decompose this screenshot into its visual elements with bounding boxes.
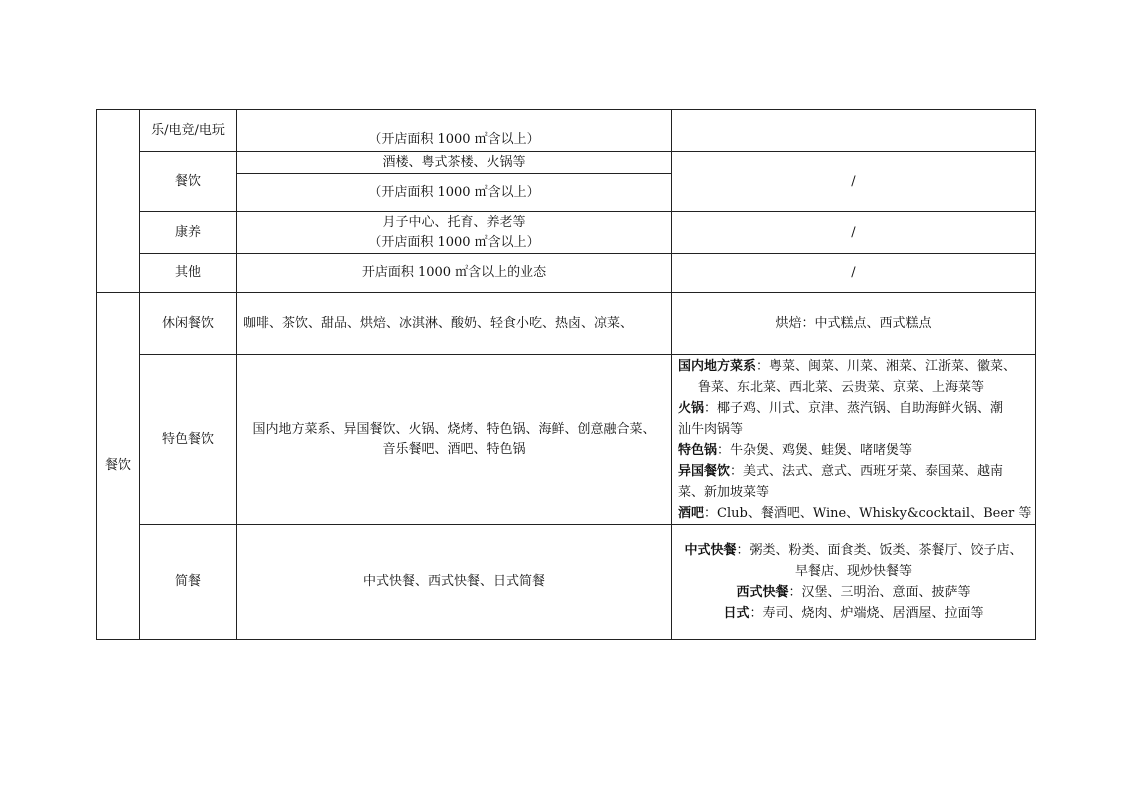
detail-text: 汕牛肉锅等	[678, 421, 744, 437]
table-row	[97, 152, 1036, 174]
business-type-table	[96, 109, 1036, 640]
detail-cell	[672, 110, 1036, 152]
desc-text: （开店面积 1000 ㎡含以上）	[368, 234, 540, 250]
detail-cell: 烘焙：中式糕点、西式糕点	[672, 293, 1036, 355]
category-cell: 其他	[140, 254, 237, 293]
detail-cell	[672, 525, 1036, 640]
desc-cell: 咖啡、茶饮、甜品、烘焙、冰淇淋、酸奶、轻食小吃、热卤、凉菜、	[237, 293, 672, 355]
detail-label: 西式快餐	[736, 585, 789, 600]
detail-label: 酒吧	[678, 505, 705, 521]
table-row	[97, 293, 1036, 355]
table-row	[97, 355, 1036, 525]
detail-cell: /	[672, 212, 1036, 254]
detail-label: 中式快餐	[684, 543, 737, 558]
group-cell-dining: 餐饮	[97, 293, 140, 640]
detail-text: ：椰子鸡、川式、京津、蒸汽锅、自助海鲜火锅、潮	[704, 400, 1004, 416]
detail-text: ：寿司、烧肉、炉端烧、居酒屋、拉面等	[749, 606, 984, 621]
desc-cell	[237, 355, 672, 525]
table-row	[97, 110, 1036, 152]
detail-label: 火锅	[678, 400, 705, 416]
desc-text: 月子中心、托育、养老等	[382, 214, 526, 230]
desc-text: 国内地方菜系、异国餐饮、火锅、烧烤、特色锅、海鲜、创意融合菜、	[252, 421, 656, 437]
detail-text: ：美式、法式、意式、西班牙菜、泰国菜、越南	[730, 463, 1004, 479]
category-cell: 休闲餐饮	[140, 293, 237, 355]
detail-label: 特色锅	[678, 442, 718, 458]
detail-text: ：牛杂煲、鸡煲、蛙煲、啫啫煲等	[717, 442, 913, 458]
detail-cell: /	[672, 254, 1036, 293]
category-cell: 康养	[140, 212, 237, 254]
detail-text: ：粤菜、闽菜、川菜、湘菜、江浙菜、徽菜、	[756, 358, 1017, 374]
detail-text: ：汉堡、三明治、意面、披萨等	[788, 585, 971, 600]
desc-cell: 酒楼、粤式茶楼、火锅等	[237, 152, 672, 174]
detail-label: 异国餐饮	[678, 463, 731, 479]
detail-text: ：粥类、粉类、面食类、饭类、茶餐厅、饺子店、	[736, 543, 1023, 558]
category-cell: 乐/电竞/电玩	[140, 110, 237, 152]
detail-cell	[672, 355, 1036, 525]
group-cell-top	[97, 110, 140, 293]
detail-label: 日式	[723, 606, 750, 621]
desc-text: 音乐餐吧、酒吧、特色锅	[382, 441, 526, 457]
detail-label: 国内地方菜系	[678, 358, 757, 374]
category-cell: 餐饮	[140, 152, 237, 212]
desc-cell: 中式快餐、西式快餐、日式简餐	[237, 525, 672, 640]
category-cell: 特色餐饮	[140, 355, 237, 525]
detail-text: 早餐店、现炒快餐等	[794, 564, 912, 579]
detail-text: 菜、新加坡菜等	[678, 484, 770, 500]
desc-text: （开店面积 1000 ㎡含以上）	[368, 131, 540, 147]
category-cell: 简餐	[140, 525, 237, 640]
desc-cell: 开店面积 1000 ㎡含以上的业态	[237, 254, 672, 293]
detail-text: 鲁菜、东北菜、西北菜、云贵菜、京菜、上海菜等	[698, 379, 985, 395]
desc-cell	[237, 110, 672, 152]
detail-cell: /	[672, 152, 1036, 212]
desc-cell: （开店面积 1000 ㎡含以上）	[237, 174, 672, 212]
table-row	[97, 525, 1036, 640]
table-row	[97, 212, 1036, 254]
desc-cell	[237, 212, 672, 254]
detail-text: ：Club、餐酒吧、Wine、Whisky&cocktail、Beer 等	[704, 505, 1032, 521]
table-row	[97, 254, 1036, 293]
